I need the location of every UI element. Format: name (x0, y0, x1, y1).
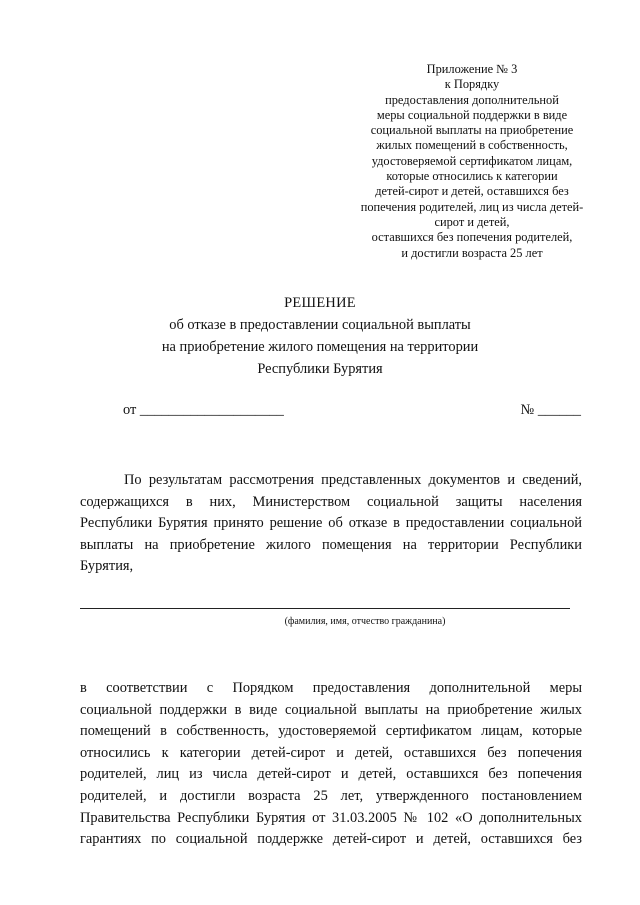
appendix-line: социальной выплаты на приобретение (370, 123, 574, 138)
paragraph-line: помещений в собственность, удостоверяемой сертификатом лицам, которые (80, 723, 582, 740)
appendix-line: меры социальной поддержки в виде (376, 107, 568, 122)
paragraph-line: Республики Бурятия принято решение об отказе в предоставлении социальной (80, 515, 582, 532)
appendix-line: удостоверяемой сертификатом лицам, (371, 153, 573, 168)
title-line: об отказе в предоставлении социальной выплаты (169, 317, 471, 333)
date-field: от ____________________ (123, 402, 284, 418)
title-line: Республики Бурятия (257, 361, 383, 377)
citizen-name-caption: (фамилия, имя, отчество гражданина) (284, 616, 446, 627)
number-field: № ______ (520, 402, 581, 418)
paragraph-line: в соответствии с Порядком предоставления дополнительной меры (80, 680, 582, 696)
appendix-line: жилых помещений в собственность, (376, 138, 568, 153)
appendix-line: детей-сирот и детей, оставшихся без (375, 184, 569, 199)
appendix-line: и достигли возраста 25 лет (401, 245, 543, 260)
date-number-line (123, 399, 581, 421)
paragraph-basis (80, 678, 582, 851)
paragraph-decision (80, 470, 582, 578)
paragraph-line: гарантиях по социальной поддержке детей-сирот и детей, оставшихся без (80, 831, 582, 848)
document-title: РЕШЕНИЕ (284, 295, 356, 311)
paragraph-line: родителей, и достигли возраста 25 лет, утвержденного постановлением (80, 787, 582, 804)
appendix-line: попечения родителей, лиц из числа детей- (360, 199, 584, 214)
paragraph-line: Правительства Республики Бурятия от 31.03.2005 № 102 «О дополнительных (80, 809, 582, 826)
paragraph-line: По результатам рассмотрения представленных документов и сведений, (124, 472, 582, 488)
appendix-line: которые относились к категории (386, 169, 558, 184)
decision-title (140, 292, 500, 380)
citizen-name-line (80, 608, 570, 609)
appendix-line: предоставления дополнительной (385, 92, 559, 107)
appendix-line: Приложение № 3 (426, 62, 518, 76)
appendix-line: сирот и детей, (434, 214, 510, 229)
paragraph-line: Бурятия, (80, 558, 134, 575)
appendix-header (352, 62, 592, 261)
paragraph-line: относились к категории детей-сирот и детей, оставшихся без попечения (80, 744, 582, 761)
appendix-line: к Порядку (444, 77, 500, 92)
paragraph-line: родителей, лиц из числа детей-сирот и детей, оставшихся без попечения (80, 766, 582, 783)
title-line: на приобретение жилого помещения на территории (161, 339, 479, 355)
paragraph-line: выплаты на приобретение жилого помещения на территории Республики (80, 536, 582, 553)
paragraph-line: социальной поддержки в виде социальной выплаты на приобретение жилых (80, 701, 582, 718)
paragraph-line: содержащихся в них, Министерством социальной защиты населения (80, 493, 582, 510)
appendix-line: оставшихся без попечения родителей, (371, 230, 573, 245)
